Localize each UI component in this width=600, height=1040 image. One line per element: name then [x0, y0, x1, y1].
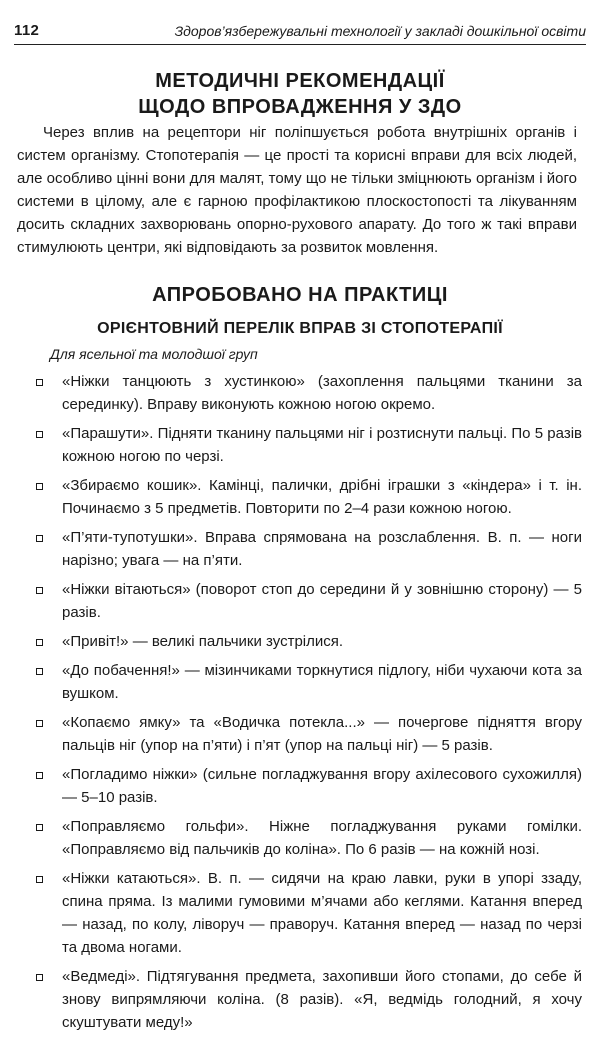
exercise-item — [34, 763, 582, 809]
exercise-item — [34, 526, 582, 572]
exercise-text: «Ведмеді». Підтягування предмета, захопивши його стопами, до себе й знову випрямляючи коліна. (8 разів). «Я, ведмідь голодний, я хочу скуштувати меду!» — [62, 968, 582, 1031]
exercise-text: «До побачення!» — мізинчиками торкнутися підлогу, ніби чухаючи кота за вушком. — [62, 662, 582, 702]
practice-heading: АПРОБОВАНО НА ПРАКТИЦІ — [152, 284, 448, 306]
exercise-item — [34, 965, 582, 1034]
square-bullet-icon — [36, 824, 43, 831]
square-bullet-icon — [36, 720, 43, 727]
exercise-text: «Збираємо кошик». Камінці, палички, дрібні іграшки з «кіндера» і т. ін. Починаємо з 5 предметів. Повторити по 2–4 рази кожною ногою. — [62, 477, 582, 517]
exercise-item — [34, 815, 582, 861]
exercise-text: «Ніжки катаються». В. п. — сидячи на краю лавки, руки в упорі ззаду, спина пряма. Із малими гумовими м’ячами або кеглями. Катання вперед — назад, по колу, ліворуч — праворуч. Катання вперед — назад по черзі та двома ногами. — [62, 870, 582, 956]
exercise-text: «Поправляємо гольфи». Ніжне погладжування руками гомілки. «Поправляємо від пальчиків до коліна». По 6 разів — на кожній нозі. — [62, 818, 582, 858]
exercise-item — [34, 474, 582, 520]
exercise-text: «Копаємо ямку» та «Водичка потекла...» — почергове підняття вгору пальців ніг (упор на п’яти) і п’ят (упор на пальці ніг) — 5 разів. — [62, 714, 582, 754]
square-bullet-icon — [36, 639, 43, 646]
square-bullet-icon — [36, 483, 43, 490]
section-title-line-2: ЩОДО ВПРОВАДЖЕННЯ У ЗДО — [138, 96, 462, 118]
exercise-item — [34, 370, 582, 416]
section-title — [0, 68, 600, 120]
exercise-item — [34, 630, 582, 653]
age-group-label: Для ясельної та молодшої груп — [50, 346, 258, 362]
page-header — [14, 22, 586, 45]
exercise-item — [34, 711, 582, 757]
exercise-text: «П’яти-тупотушки». Вправа спрямована на розслаблення. В. п. — ноги нарізно; увага — на п’яти. — [62, 529, 582, 569]
square-bullet-icon — [36, 876, 43, 883]
exercise-item — [34, 659, 582, 705]
square-bullet-icon — [36, 535, 43, 542]
square-bullet-icon — [36, 379, 43, 386]
running-title: Здоров’язбережувальні технології у закладі дошкільної освіти — [174, 23, 586, 39]
square-bullet-icon — [36, 668, 43, 675]
square-bullet-icon — [36, 974, 43, 981]
exercise-item — [34, 578, 582, 624]
exercise-text: «Парашути». Підняти тканину пальцями ніг і розтиснути пальці. По 5 разів кожною ногою по черзі. — [62, 425, 582, 465]
exercise-item — [34, 867, 582, 959]
exercise-text: «Привіт!» — великі пальчики зустрілися. — [62, 633, 344, 650]
section-title-line-1: МЕТОДИЧНІ РЕКОМЕНДАЦІЇ — [155, 70, 445, 92]
square-bullet-icon — [36, 772, 43, 779]
square-bullet-icon — [36, 431, 43, 438]
exercise-list-heading: ОРІЄНТОВНИЙ ПЕРЕЛІК ВПРАВ ЗІ СТОПОТЕРАПІЇ — [97, 320, 503, 337]
exercise-text: «Погладимо ніжки» (сильне погладжування вгору ахілесового сухожилля) — 5–10 разів. — [62, 766, 582, 806]
page-number: 112 — [14, 22, 40, 39]
exercise-list — [34, 370, 582, 1040]
square-bullet-icon — [36, 587, 43, 594]
intro-paragraph: Через вплив на рецептори ніг поліпшується робота внутрішніх органів і систем організму. Стопотерапія — це прості та корисні вправи для всіх людей, але особливо цінні вони для малят, тому що не тільки зміцнюють організм і його системи в цілому, але є гарною профілактикою плоскостопості та лікуванням досить складних захворювань опорно-рухового апарату. До того ж такі вправи стимулюють центри, які відповідають за розвиток мовлення. — [17, 124, 577, 256]
exercise-item — [34, 422, 582, 468]
exercise-text: «Ніжки танцюють з хустинкою» (захоплення пальцями тканини за серединку). Вправу виконують кожною ногою окремо. — [62, 373, 582, 413]
exercise-text: «Ніжки вітаються» (поворот стоп до середини й у зовнішню сторону) — 5 разів. — [62, 581, 582, 621]
